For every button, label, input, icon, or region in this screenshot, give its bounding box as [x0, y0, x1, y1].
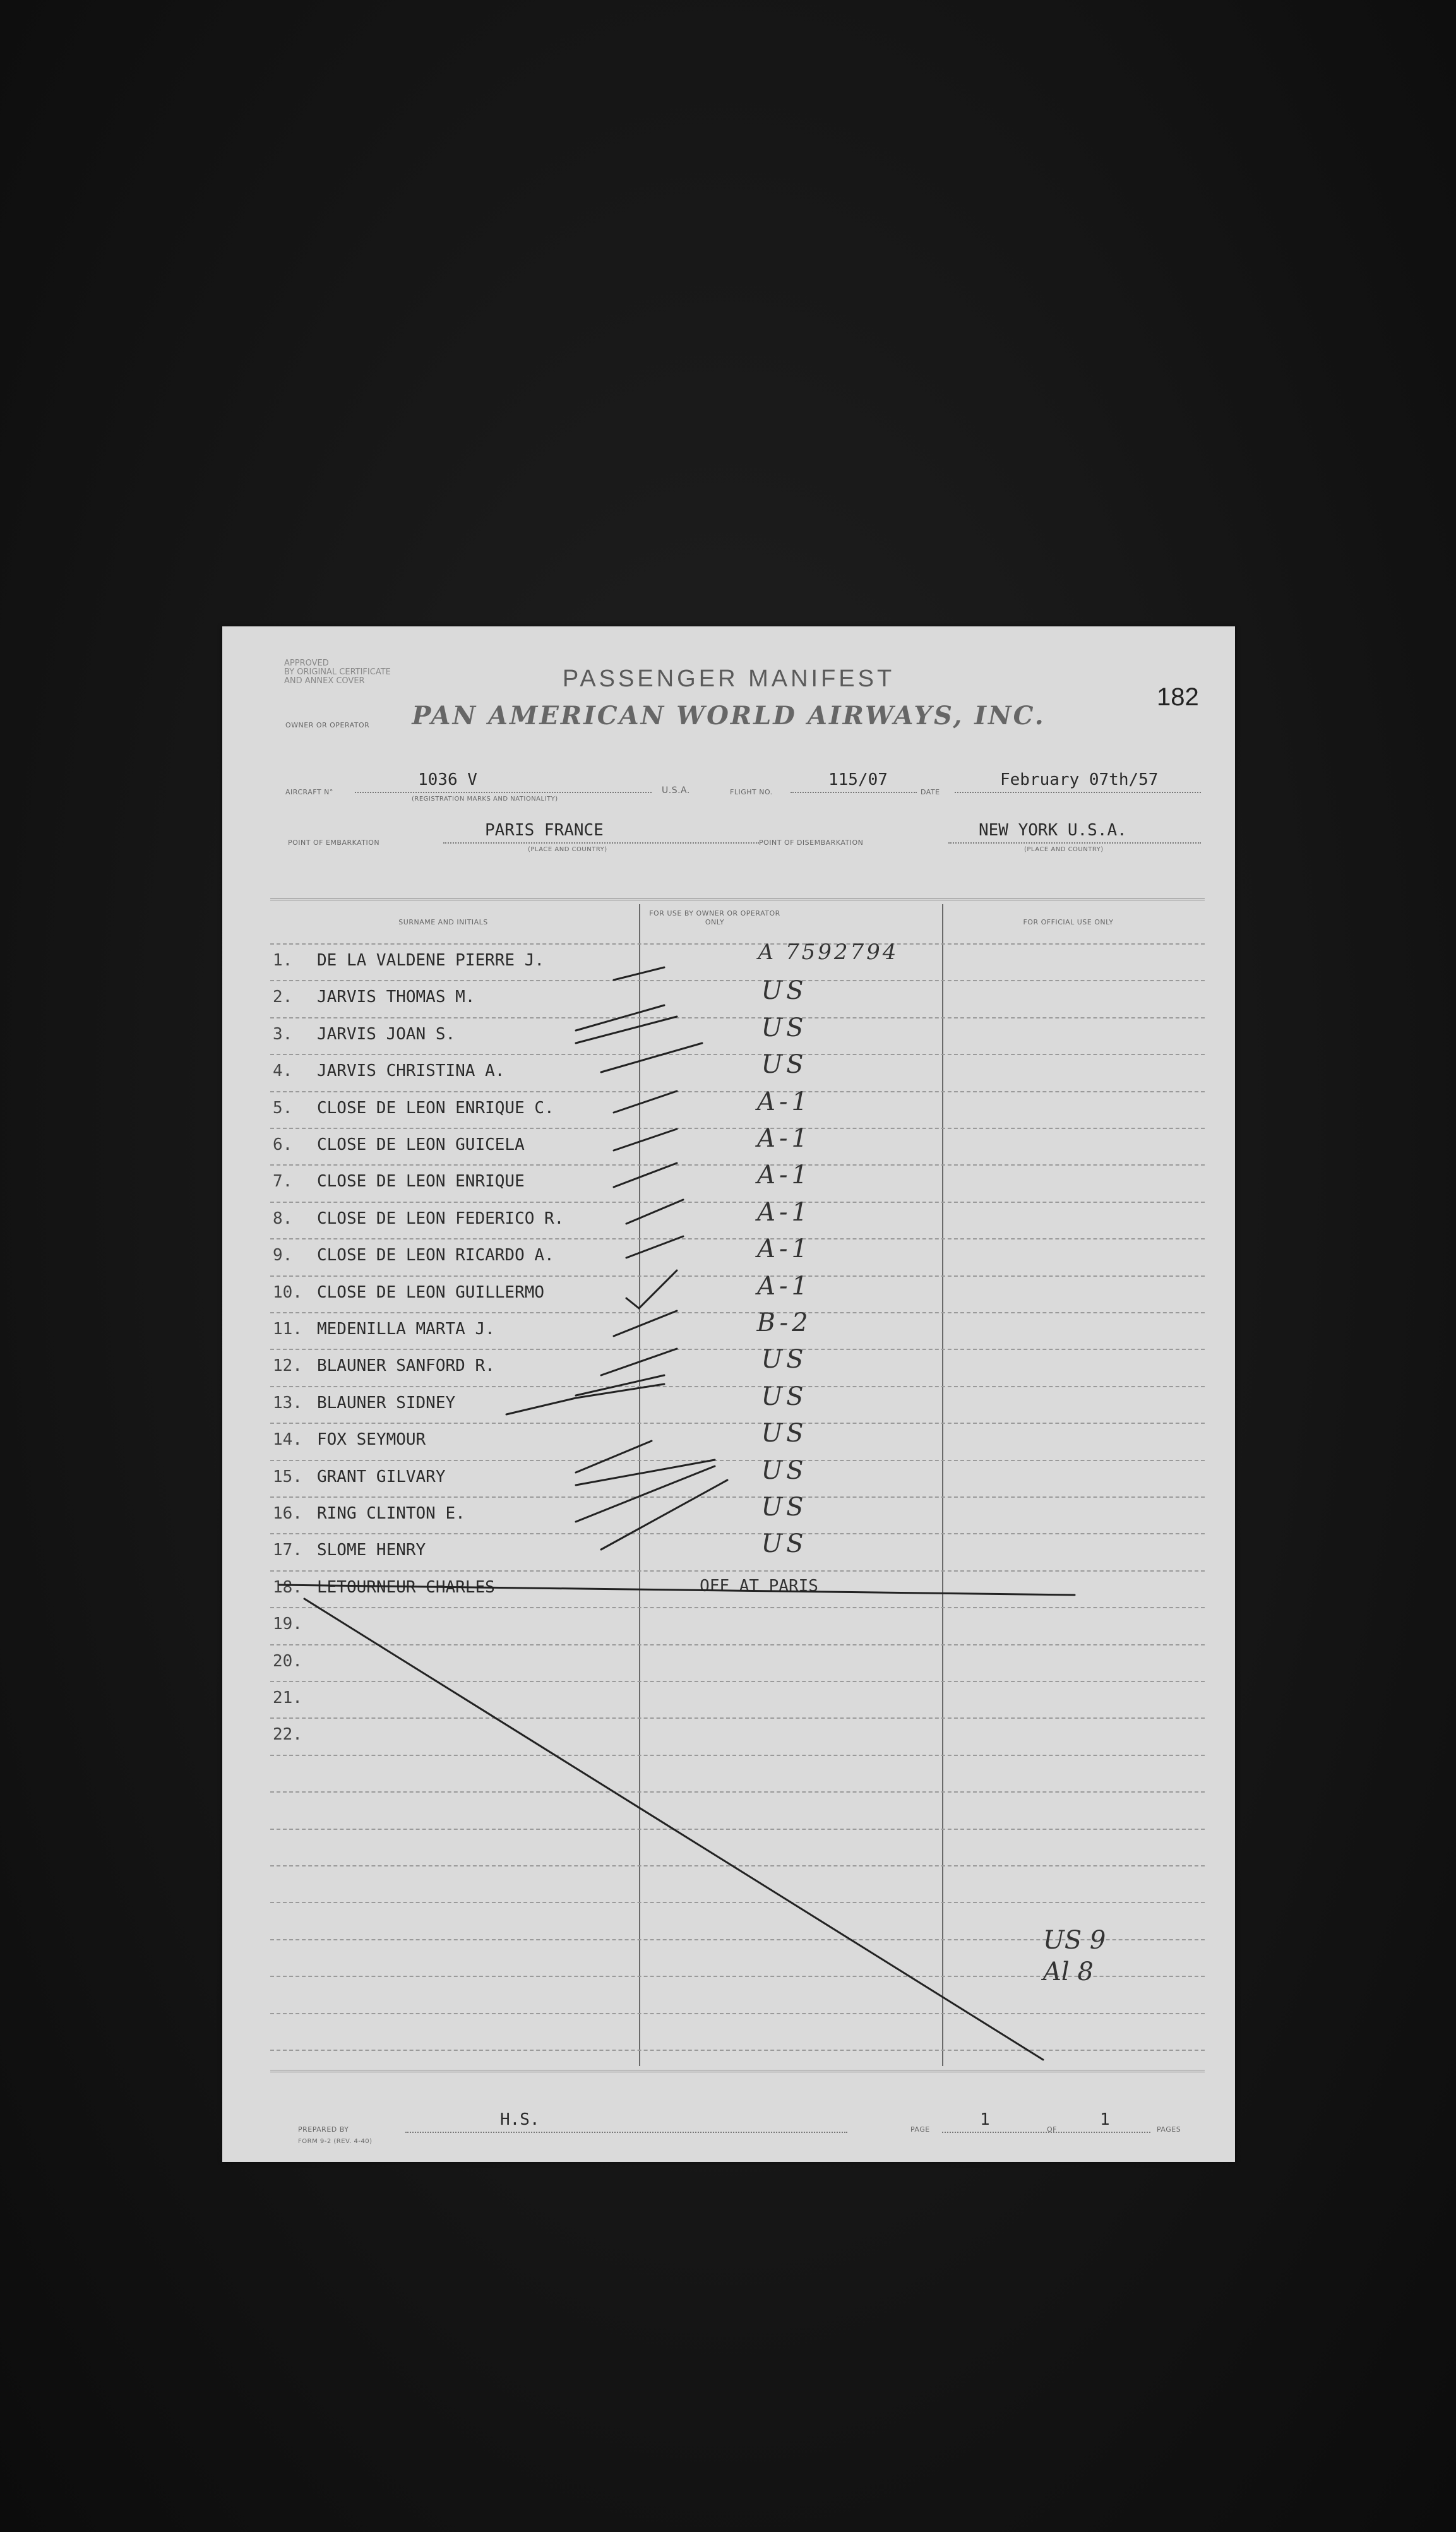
form-code: FORM 9-2 (REV. 4-40) [298, 2138, 373, 2145]
tick-mark [614, 1311, 677, 1336]
owner-label: OWNER OR OPERATOR [285, 721, 370, 729]
disembarkation-label: POINT OF DISEMBARKATION [759, 839, 864, 847]
passenger-name: CLOSE DE LEON RICARDO A. [317, 1246, 554, 1265]
row-number: 18. [273, 1578, 302, 1597]
diagonal-void-line [304, 1599, 1043, 2060]
row-number: 17. [273, 1541, 302, 1560]
stamp-line-3: AND ANNEX COVER [284, 676, 365, 686]
of-pages-value: 1 [1100, 2110, 1110, 2129]
passenger-name: CLOSE DE LEON FEDERICO R. [317, 1209, 564, 1228]
flight-date: February 07th/57 [1000, 770, 1159, 789]
row-number: 9. [273, 1246, 293, 1265]
passenger-classification: US [761, 1382, 808, 1411]
passenger-name: JARVIS JOAN S. [317, 1025, 456, 1044]
passenger-classification: A-1 [757, 1087, 811, 1116]
disembarkation-value: NEW YORK U.S.A. [979, 821, 1127, 840]
passenger-classification: A-1 [757, 1124, 811, 1153]
tick-mark [626, 1200, 683, 1224]
passenger-classification: A 7592794 [758, 940, 899, 965]
passenger-name: CLOSE DE LEON ENRIQUE [317, 1172, 525, 1191]
passenger-name: SLOME HENRY [317, 1541, 426, 1560]
row-number: 8. [273, 1209, 293, 1228]
passenger-classification: A-1 [757, 1161, 811, 1190]
passenger-classification: A-1 [757, 1198, 811, 1227]
header-official: FOR OFFICIAL USE ONLY [1023, 918, 1114, 926]
header-operator: FOR USE BY OWNER OR OPERATOR ONLY [649, 909, 780, 926]
passenger-classification: A-1 [757, 1272, 811, 1301]
row-number: 14. [273, 1430, 302, 1449]
passenger-classification: B-2 [756, 1308, 812, 1337]
of-label: OF [1047, 2125, 1057, 2134]
row-number: 11. [273, 1320, 302, 1339]
row-number: 5. [273, 1099, 293, 1118]
row-number: 15. [273, 1467, 302, 1486]
aircraft-sub-label: (REGISTRATION MARKS AND NATIONALITY) [412, 796, 558, 803]
passenger-classification: US [761, 1013, 808, 1042]
aircraft-label: AIRCRAFT N° [285, 788, 333, 796]
passenger-name: JARVIS CHRISTINA A. [317, 1061, 505, 1080]
tick-mark [626, 1236, 683, 1258]
form-title: PASSENGER MANIFEST [562, 666, 895, 692]
row-number: 1. [273, 951, 293, 970]
passenger-name: MEDENILLA MARTA J. [317, 1320, 495, 1339]
tick-mark [626, 1270, 677, 1308]
row-number: 3. [273, 1025, 293, 1044]
page-label: PAGE [910, 2125, 930, 2134]
passenger-classification: US [761, 1050, 808, 1079]
passenger-name: GRANT GILVARY [317, 1467, 446, 1486]
passenger-name: BLAUNER SANFORD R. [317, 1356, 495, 1375]
stamp-line-1: APPROVED [284, 659, 329, 668]
row-number: 22. [273, 1725, 302, 1744]
passenger-name: RING CLINTON E. [317, 1504, 465, 1523]
tick-mark [601, 1043, 702, 1072]
prepared-by-label: PREPARED BY [298, 2125, 349, 2134]
passenger-classification: A-1 [757, 1234, 811, 1263]
passenger-classification: US [761, 1456, 808, 1485]
passenger-classification: US [761, 1529, 808, 1558]
row-number: 10. [273, 1283, 302, 1302]
tick-mark [614, 967, 664, 980]
pages-label: PAGES [1157, 2125, 1181, 2134]
disembarkation-sub-label: (PLACE AND COUNTRY) [1024, 846, 1104, 853]
passenger-name: CLOSE DE LEON ENRIQUE C. [317, 1099, 554, 1118]
embarkation-label: POINT OF EMBARKATION [288, 839, 380, 847]
manifest-sheet [222, 626, 1235, 2162]
handwritten-note-1: US 9 [1043, 1926, 1106, 1955]
tick-mark [506, 1384, 664, 1414]
row-number: 13. [273, 1394, 302, 1412]
aircraft-value: 1036 V [418, 770, 477, 789]
page-number: 182 [1157, 683, 1199, 711]
passenger-name: BLAUNER SIDNEY [317, 1394, 456, 1412]
passenger-classification: US [761, 976, 808, 1005]
row-number: 12. [273, 1356, 302, 1375]
tick-mark [601, 1349, 677, 1375]
tick-mark [576, 1017, 677, 1043]
prepared-by: H.S. [500, 2110, 540, 2129]
tick-mark [576, 1441, 652, 1472]
row-number: 4. [273, 1061, 293, 1080]
tick-mark [614, 1129, 677, 1150]
row-number: 2. [273, 988, 293, 1006]
passenger-name: LETOURNEUR CHARLES [317, 1578, 495, 1597]
row-number: 19. [273, 1615, 302, 1633]
row-number: 20. [273, 1652, 302, 1671]
date-label: DATE [921, 788, 940, 796]
row-number: 21. [273, 1688, 302, 1707]
passenger-name: JARVIS THOMAS M. [317, 988, 475, 1006]
header-surname: SURNAME AND INITIALS [398, 918, 488, 926]
passenger-name: CLOSE DE LEON GUICELA [317, 1135, 525, 1154]
passenger-name: FOX SEYMOUR [317, 1430, 426, 1449]
row-number: 16. [273, 1504, 302, 1523]
pen-marks [222, 626, 1235, 2162]
page-value: 1 [980, 2110, 990, 2129]
handwritten-note-2: Al 8 [1043, 1957, 1094, 1986]
embarkation-value: PARIS FRANCE [485, 821, 604, 840]
row-number: 6. [273, 1135, 293, 1154]
passenger-name: DE LA VALDENE PIERRE J. [317, 951, 545, 970]
row-number: 7. [273, 1172, 293, 1191]
passenger-classification: US [761, 1493, 808, 1522]
flight-number: 115/07 [828, 770, 888, 789]
flight-label: FLIGHT NO. [730, 788, 773, 796]
stamp-line-2: BY ORIGINAL CERTIFICATE [284, 667, 391, 677]
passenger-classification: US [761, 1419, 808, 1448]
tick-mark [576, 1466, 715, 1522]
tick-mark [601, 1480, 727, 1550]
passenger-name: CLOSE DE LEON GUILLERMO [317, 1283, 545, 1302]
embarkation-sub-label: (PLACE AND COUNTRY) [528, 846, 607, 853]
country-label: U.S.A. [662, 785, 690, 796]
airline-name: PAN AMERICAN WORLD AIRWAYS, INC. [412, 701, 1046, 731]
passenger-classification: US [761, 1345, 808, 1374]
passenger-classification: OFF AT PARIS [700, 1577, 818, 1596]
strike-line [279, 1585, 1075, 1595]
tick-mark [614, 1091, 677, 1113]
tick-mark [576, 1005, 664, 1030]
tick-mark [614, 1163, 677, 1187]
